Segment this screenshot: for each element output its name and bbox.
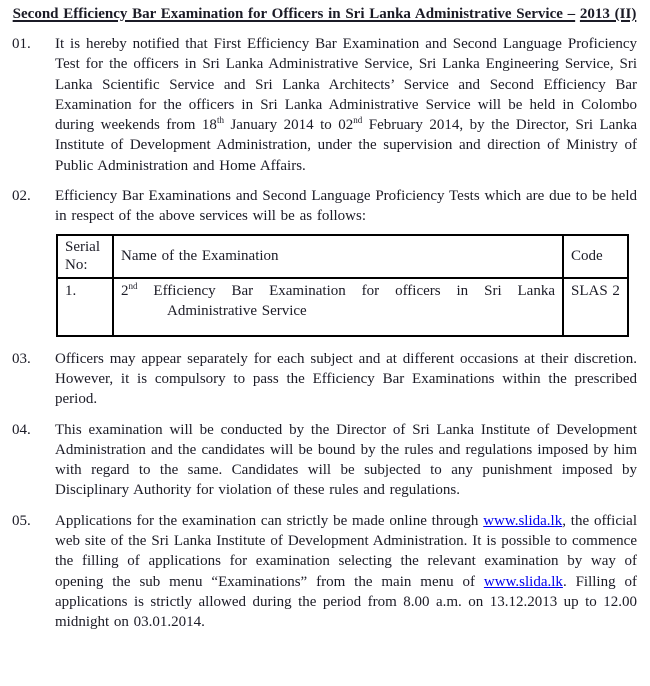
paragraph-03 [12,349,637,410]
paragraph-04-text: This examination will be conducted by the Director of Sri Lanka Institute of Development Administration and the candidates will be bound by the rules and regulations imposed by him with regard to the same. Candidates will be subjected to any punishment imposed by Disciplinary Authority for violation of these rules and regulations. [55,421,637,499]
paragraph-01-number: 01. [12,36,31,52]
table-header-serial-no: Serial No: [57,235,113,278]
paragraph-01-segment: January 2014 to 02 [223,117,354,134]
paragraph-01-text [55,34,637,176]
document-title [12,4,637,25]
paragraph-01-segment: It is hereby notified that First Efficiency Bar Examination and Second Language Proficiency Test for the officers in Sri Lanka Administrative Service, Sri Lanka Engineering Service, Sri Lanka Scientific Service and Sri Lanka Architects’ Service and Second Efficiency Bar Examination for the officers in Sri Lanka Administrative Service will be held in Colombo during weekends from 18 [55,36,637,134]
paragraph-03-text: Officers may appear separately for each subject and at different occasions at their discretion. However, it is compulsory to pass the Efficiency Bar Examinations within the prescribed period. [55,350,637,408]
paragraph-05-number: 05. [12,512,31,529]
slida-website-link-1[interactable]: www.slida.lk [483,512,563,529]
paragraph-02-text: Efficiency Bar Examinations and Second Language Proficiency Tests which are due to be held in respect of the above services will be as follows: [55,188,637,225]
paragraph-01-segment: February 2014, by the Director, Sri Lanka Institute of Development Administration, under the supervision and direction of Ministry of Public Administration and Home Affairs. [55,117,637,174]
table-header-code: Code [563,235,628,278]
table-cell-serial: 1. [57,278,113,336]
paragraph-05-text [55,511,637,633]
examination-table [56,234,629,337]
paragraph-05-segment: Applications for the examination can strictly be made online through [55,512,484,529]
paragraph-04 [12,420,637,501]
table-header-row [57,235,628,278]
slida-website-link-2[interactable]: www.slida.lk [483,573,563,590]
exam-name-number: 2 [121,282,129,299]
ordinal-suffix-nd: nd [128,280,138,291]
title-line-1: Second Efficiency Bar Examination for Officers in Sri Lanka Administrative Service – [12,6,576,22]
table-cell-code: SLAS 2 [563,278,628,336]
paragraph-05-segment: , the official web site of the Sri Lanka Institute of Development Administration. It is possible to commence the filling of applications for examination selecting the relevant examination by way of opening the sub menu “Examinations” from the main menu of [55,512,637,590]
paragraph-04-number: 04. [12,421,31,438]
exam-name-line-2: Administrative Service [167,302,307,319]
paragraph-02-number: 02. [12,188,31,205]
paragraph-02 [12,186,637,227]
paragraph-03-number: 03. [12,350,31,367]
exam-name-rest: Efficiency Bar Examination for officers in Sri Lanka [137,282,555,299]
table-header-exam-name: Name of the Examination [113,235,563,278]
ordinal-suffix-th: th [216,115,224,126]
paragraph-01 [12,34,637,176]
ordinal-suffix-nd: nd [353,115,363,126]
paragraph-05 [12,511,637,633]
paragraph-05-segment: . Filling of applications is strictly allowed during the period from 8.00 a.m. on 13.12.2013 up to 12.00 midnight on 03.01.2014. [55,573,637,631]
table-row [57,278,628,336]
title-line-2: 2013 (II) [579,6,637,22]
exam-name-line-1 [121,281,555,301]
table-cell-exam-name [113,278,563,336]
